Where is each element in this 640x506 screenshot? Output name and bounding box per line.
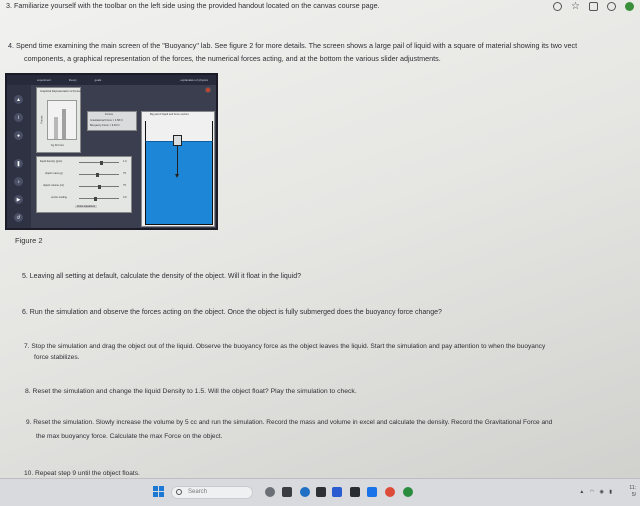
forces-readout-panel [87,111,137,131]
force-graph-panel [36,87,81,153]
liquid [145,141,213,225]
slider-value-vector: 3.0 [123,196,127,199]
profile-icon[interactable] [607,2,616,11]
question-7-line-1: 7. Stop the simulation and drag the object out of the liquid. Observe the buoyancy force as the object leaves the liquid. Start the simulation and pay attention to when the buoyancy [24,343,546,350]
buoyancy-force-value: Buoyancy Force = 9.33 N [90,124,120,127]
beaker [145,121,213,225]
clock[interactable] [629,485,636,499]
question-7-line-2: force stabilizes. [34,354,80,361]
show-equations-button[interactable]: show equations [77,205,96,208]
task-view-icon[interactable] [282,487,292,497]
info-icon[interactable]: i [14,113,23,122]
question-5: 5. Leaving all setting at default, calculate the density of the object. Will it float in the liquid? [22,273,301,280]
browser-toolbar [553,2,634,11]
search-icon [176,489,182,495]
edge-browser-icon[interactable] [300,487,310,497]
extension-icon[interactable] [625,2,634,11]
gravitational-force-value: Gravitational Force = 4.58 N [90,119,123,122]
outlook-icon[interactable] [367,487,377,497]
slider-knob[interactable] [100,161,103,165]
slider-label-vector: vector scaling [51,196,67,199]
slider-volume[interactable] [79,186,119,187]
tab-explanation[interactable]: explanation of physics [180,78,208,82]
forces-title: Forces [105,113,113,116]
settings-icon[interactable]: ● [14,131,23,140]
figure-caption: Figure 2 [15,236,43,245]
close-dot-icon[interactable] [205,87,211,93]
chrome-profile-icon[interactable] [403,487,413,497]
slider-knob[interactable] [96,173,99,177]
question-6: 6. Run the simulation and observe the forces acting on the object. Once the object is fully submerged does the buoyancy force change? [22,309,442,316]
taskbar [0,478,640,506]
tab-goals[interactable]: goals [94,78,102,82]
pause-icon[interactable]: ❚ [14,159,23,168]
system-tray-icons[interactable]: ▲ ◠ ◉ ▮ [579,489,614,495]
graph-axis-label: Forces [40,115,44,124]
force-graph-area [47,100,77,140]
slider-label-volume: object volume (cc) [43,184,65,187]
slider-value-density: 1.0 [123,160,127,163]
slider-density[interactable] [79,162,119,163]
question-4-line-2: components, a graphical representation of the forces, the numerical forces acting, and at the bottom the various slider adjustments. [24,54,441,63]
object-cube[interactable] [173,135,182,146]
favorite-star-icon[interactable]: ☆ [571,1,580,12]
sound-icon[interactable]: ♪ [14,177,23,186]
slider-value-volume: 75 [123,184,126,187]
tab-experiment[interactable]: experiment [37,78,51,82]
slider-label-density: liquid density (g/cc) [40,160,63,163]
graph-bar-fg [54,117,58,139]
question-8: 8. Reset the simulation and change the liquid Density to 1.5. Will the object float? Play the simulation to check. [25,388,357,395]
chrome-icon[interactable] [385,487,395,497]
simulation-toolbar [7,85,31,228]
copilot-icon[interactable] [265,487,275,497]
clock-time: 11: [629,485,636,491]
slider-value-mass: 75 [123,172,126,175]
buoyancy-simulation-figure [5,73,218,230]
arrow-head-icon [175,174,179,178]
tab-theory[interactable]: theory [68,78,77,82]
slider-vector[interactable] [79,198,119,199]
question-3: 3. Familiarize yourself with the toolbar on the left side using the provided handout located on the canvas course page. [6,1,380,10]
tab-icon[interactable] [589,2,598,11]
graph-bar-fb [62,109,66,139]
slider-mass[interactable] [79,174,119,175]
question-9-line-1: 9. Reset the simulation. Slowly increase the volume by 5 cc and run the simulation. Record the mass and volume in excel and calculate the density. Record the Gravitational Force and [26,419,553,426]
taskbar-search-input[interactable]: Search [171,486,253,499]
force-vector-arrow [177,146,178,176]
question-4-line-1: 4. Spend time examining the main screen of the "Buoyancy" lab. See figure 2 for more details. The screen shows a large pail of liquid with a square of material showing its two vect [8,41,578,50]
store-icon[interactable] [332,487,342,497]
slider-label-mass: object mass (g) [45,172,63,175]
question-9-line-2: the max buoyancy force. Calculate the max Force on the object. [36,433,223,440]
question-10: 10. Repeat step 9 until the object floats. [24,470,140,477]
clock-date: 5/ [631,492,636,498]
slider-knob[interactable] [98,185,101,189]
graph-title: Graphical Representation of Forces [40,90,81,93]
app-icon[interactable] [350,487,360,497]
slider-knob[interactable] [94,197,97,201]
slider-panel [36,156,132,213]
file-explorer-icon[interactable] [316,487,326,497]
beaker-title: Big pail of liquid and force vectors [150,113,189,116]
graph-legend: Fg Fb Fnet [51,144,64,147]
reset-icon[interactable]: ↺ [14,213,23,222]
play-icon[interactable]: ▶ [14,195,23,204]
home-icon[interactable]: ▲ [14,95,23,104]
refresh-icon[interactable] [553,2,562,11]
windows-start-icon[interactable] [153,486,164,497]
